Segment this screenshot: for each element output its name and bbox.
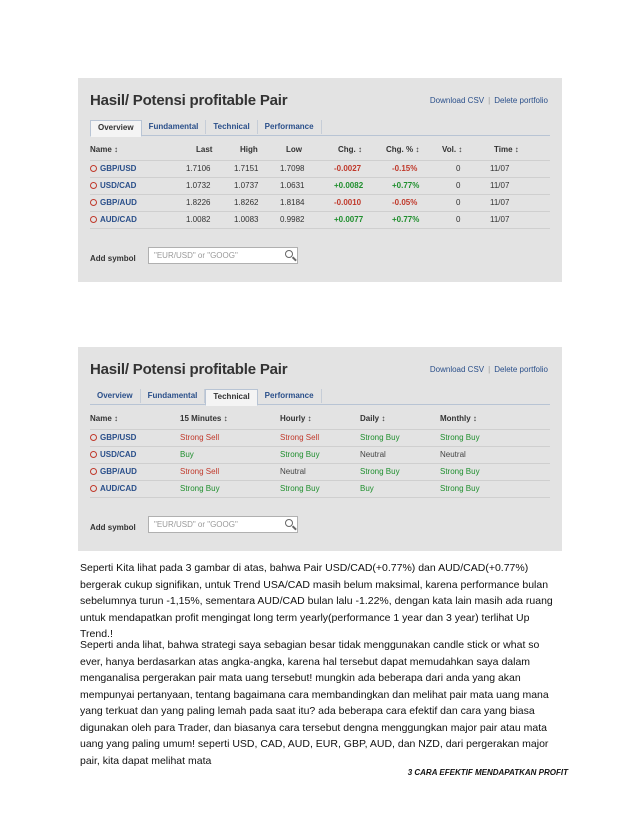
tab-overview[interactable]: Overview [90,389,141,403]
table-row[interactable] [90,194,550,211]
signal-daily: Buy [360,484,374,493]
low-cell: 1.0631 [280,181,305,190]
signal-daily: Strong Buy [360,433,400,442]
pair-cell[interactable]: AUD/CAD [90,481,137,497]
pair-cell[interactable]: USD/CAD [90,447,136,463]
delete-portfolio-link[interactable]: Delete portfolio [494,96,548,105]
col-name[interactable]: Name ↕ [90,414,119,423]
panel-title: Hasil/ Potensi profitable Pair [90,92,288,109]
tab-fundamental[interactable]: Fundamental [141,389,206,403]
signal-daily: Strong Buy [360,467,400,476]
vol-cell: 0 [456,164,461,173]
panel-links: Download CSV | Delete portfolio [429,365,548,374]
pair-cell[interactable]: GBP/AUD [90,464,137,480]
vol-cell: 0 [456,215,461,224]
vol-cell: 0 [456,181,461,190]
panel-title: Hasil/ Potensi profitable Pair [90,361,288,378]
high-cell: 1.0083 [234,215,259,224]
table-row[interactable] [90,160,550,177]
time-cell: 11/07 [490,198,510,207]
search-icon[interactable] [285,519,293,527]
col-daily[interactable]: Daily ↕ [360,414,386,423]
pair-cell[interactable]: GBP/USD [90,430,136,446]
chg-pct-cell: -0.05% [392,198,418,207]
remove-icon[interactable] [90,485,97,492]
pair-cell[interactable]: USD/CAD [90,178,136,194]
col-chg-pct[interactable]: Chg. % ↕ [386,145,420,154]
chg-pct-cell: -0.15% [392,164,418,173]
symbol-search-input[interactable] [148,247,298,264]
signal-monthly: Strong Buy [440,467,480,476]
signal-monthly: Strong Buy [440,484,480,493]
body-paragraph-2: Seperti anda lihat, bahwa strategi saya sebagian besar tidak menggunakan candle stick or what so ever, hanya berdasarkan atas angka-angka, karena hal tersebut dapat memudahkan saya dalam menganalisa pergerakan pair mata uang tersebut! mungkin ada beberapa dari anda yang akan mempunyai pertanyaan, tentang bagaimana cara membandingkan dan melihat pair mata uang mana yang terkuat dan yang paling lemah pada saat itu? ada beberapa cara efektif dan cara yang biasa digunakan oleh para Trader, dan biasanya cara tersebut dengna menggungkan major pair atau mata uang yang paling umum! seperti USD, CAD, AUD, EUR, GBP, AUD, dan NZD, dari pergerakan major pair, kita dapat melihat mata [80,639,549,767]
vol-cell: 0 [456,198,461,207]
col-15-minutes[interactable]: 15 Minutes ↕ [180,414,228,423]
search-icon[interactable] [285,250,293,258]
table-header [90,414,550,428]
download-csv-link[interactable]: Download CSV [429,96,485,105]
signal-hourly: Neutral [280,467,306,476]
signal-monthly: Neutral [440,450,466,459]
col-name[interactable]: Name ↕ [90,145,119,154]
chg-pct-cell: +0.77% [392,215,420,224]
time-cell: 11/07 [490,181,510,190]
low-cell: 1.7098 [280,164,305,173]
col-hourly[interactable]: Hourly ↕ [280,414,312,423]
remove-icon[interactable] [90,451,97,458]
tab-performance[interactable]: Performance [258,120,322,134]
col-high[interactable]: High [240,145,258,154]
remove-icon[interactable] [90,216,97,223]
symbol-search-input[interactable] [148,516,298,533]
table-row[interactable] [90,463,550,480]
low-cell: 1.8184 [280,198,305,207]
pair-cell[interactable]: AUD/CAD [90,212,137,228]
high-cell: 1.8262 [234,198,259,207]
table-row[interactable] [90,429,550,446]
signal-hourly: Strong Buy [280,450,320,459]
tab-technical[interactable]: Technical [205,389,257,406]
portfolio-panel-overview [78,78,562,282]
col-vol[interactable]: Vol. ↕ [442,145,463,154]
signal-15m: Buy [180,450,194,459]
remove-icon[interactable] [90,182,97,189]
signal-hourly: Strong Buy [280,484,320,493]
col-time[interactable]: Time ↕ [494,145,519,154]
download-csv-link[interactable]: Download CSV [429,365,485,374]
chg-cell: -0.0010 [334,198,362,207]
time-cell: 11/07 [490,164,510,173]
pair-cell[interactable]: GBP/USD [90,161,136,177]
remove-icon[interactable] [90,468,97,475]
body-paragraph-1: Seperti Kita lihat pada 3 gambar di atas, bahwa Pair USD/CAD(+0.77%) dan AUD/CAD(+0.77%) bergerak cukup signifikan, untuk Trend USA/CAD masih belum maksimal, karena performance bulan sebelumnya turun -1,15%, sementara AUD/CAD bulan lalu -1.22%, dengan kata lain masih ada ruang untuk mendapatkan profit mengingat long term yearly(performance 1 year dan 3 year) terlihat Up Trend.! [80,562,553,640]
time-cell: 11/07 [490,215,510,224]
table-row[interactable] [90,446,550,463]
col-low[interactable]: Low [286,145,302,154]
search-placeholder: "EUR/USD" or "GOOG" [154,251,238,260]
add-symbol-label: Add symbol [90,254,136,263]
high-cell: 1.0737 [234,181,259,190]
tab-technical[interactable]: Technical [206,120,257,134]
col-chg[interactable]: Chg. ↕ [338,145,362,154]
chg-cell: +0.0077 [334,215,364,224]
chg-cell: -0.0027 [334,164,362,173]
chg-cell: +0.0082 [334,181,364,190]
panel-links: Download CSV | Delete portfolio [429,96,548,105]
signal-15m: Strong Sell [180,433,220,442]
signal-daily: Neutral [360,450,386,459]
col-last[interactable]: Last [196,145,213,154]
last-cell: 1.8226 [186,198,211,207]
high-cell: 1.7151 [234,164,259,173]
signal-15m: Strong Buy [180,484,220,493]
last-cell: 1.7106 [186,164,211,173]
table-header [90,145,550,159]
table-row[interactable] [90,480,550,498]
signal-hourly: Strong Sell [280,433,320,442]
remove-icon[interactable] [90,199,97,206]
table-body [90,429,550,498]
table-row[interactable] [90,211,550,229]
remove-icon[interactable] [90,165,97,172]
signal-monthly: Strong Buy [440,433,480,442]
col-monthly[interactable]: Monthly ↕ [440,414,477,423]
last-cell: 1.0732 [186,181,211,190]
search-placeholder: "EUR/USD" or "GOOG" [154,520,238,529]
signal-15m: Strong Sell [180,467,220,476]
portfolio-panel-technical [78,347,562,551]
remove-icon[interactable] [90,434,97,441]
pair-cell[interactable]: GBP/AUD [90,195,137,211]
tab-overview[interactable]: Overview [90,120,142,137]
table-row[interactable] [90,177,550,194]
tab-bar [90,389,550,405]
chg-pct-cell: +0.77% [392,181,420,190]
tab-bar [90,120,550,136]
tab-performance[interactable]: Performance [258,389,322,403]
last-cell: 1.0082 [186,215,211,224]
tab-fundamental[interactable]: Fundamental [142,120,207,134]
low-cell: 0.9982 [280,215,305,224]
delete-portfolio-link[interactable]: Delete portfolio [494,365,548,374]
add-symbol-label: Add symbol [90,523,136,532]
page-footer: 3 CARA EFEKTIF MENDAPATKAN PROFIT [407,768,568,777]
table-body [90,160,550,229]
